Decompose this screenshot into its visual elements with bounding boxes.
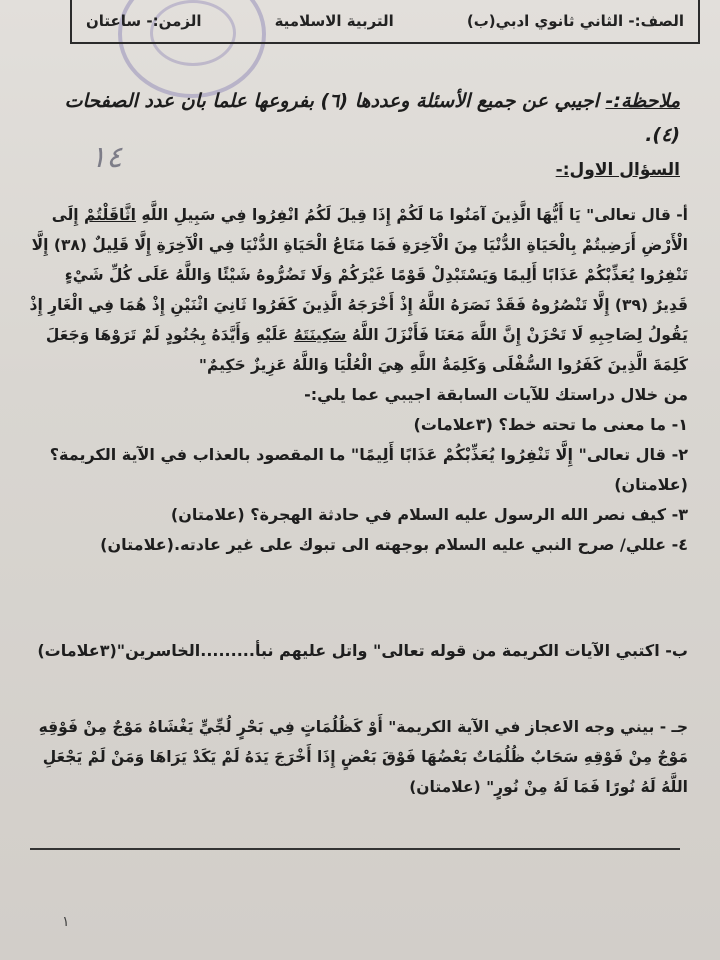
part-a-item-4: ٤- عللي/ صرح النبي عليه السلام بوجهته الى تبوك على غير عادته.(علامتان) [100, 535, 688, 554]
part-a-item-3: ٣- كيف نصر الله الرسول عليه السلام في حادثة الهجرة؟ (علامتان) [170, 505, 688, 524]
part-a-item-1: ١- ما معنى ما تحته خط؟ (٣علامات) [413, 415, 688, 434]
verse-segment-1: يَا أَيُّهَا الَّذِينَ آمَنُوا مَا لَكُمْ إِذَا قِيلَ لَكُمُ انْفِرُوا فِي سَبِيلِ اللَّهِ [141, 206, 581, 224]
question1-title: السؤال الاول:- [555, 160, 680, 180]
time-label: الزمن:- ساعتان [86, 12, 202, 30]
part-b-letter: ب- [665, 641, 688, 660]
handwritten-mark: ١٤ [90, 140, 123, 175]
exam-header [70, 0, 700, 44]
part-b-text: اكتبي الآيات الكريمة من قوله تعالى" واتل عليهم نبأ.........الخاسرين"(٣علامات) [37, 641, 660, 660]
verse-underlined-word-1: اثَّاقَلْتُمْ [84, 206, 136, 224]
question1-part-c [28, 712, 688, 802]
subject-label: التربية الاسلامية [274, 12, 394, 30]
bottom-divider [30, 848, 680, 850]
part-a-intro: قال تعالى" [586, 206, 671, 224]
verse-segment-3: عَلَيْهِ وَأَيَّدَهُ بِجُنُودٍ لَمْ تَرَوْهَا وَجَعَلَ كَلِمَةَ الَّذِينَ كَفَرُوا السُّفْلَى وَكَلِمَةُ اللَّهِ هِيَ الْعُلْيَا وَاللَّهُ عَزِيزٌ حَكِيمٌ" [45, 326, 688, 374]
part-a-item-2: ٢- قال تعالى" إِلَّا تَنْفِرُوا يُعَذِّبْكُمْ عَذَابًا أَلِيمًا" ما المقصود بالعذاب في الآية الكريمة؟ (علامتان) [49, 445, 688, 494]
part-a-verse [28, 200, 688, 380]
part-a-letter: أ- [676, 206, 688, 224]
note-text: اجيبي عن جميع الأسئلة وعددها (٦) بفروعها علما بان عدد الصفحات (٤). [64, 90, 680, 146]
verse-underlined-word-2: سَكِينَتَهُ [293, 326, 347, 344]
verse-segment-2: إِلَى الْأَرْضِ أَرَضِيتُمْ بِالْحَيَاةِ الدُّنْيَا مِنَ الْآخِرَةِ فَمَا مَتَاعُ الْحَيَاةِ الدُّنْيَا فِي الْآخِرَةِ إِلَّا قَلِيلٌ (٣٨) إِلَّا تَنْفِرُوا يُعَذِّبْكُمْ عَذَابًا أَلِيمًا وَيَسْتَبْدِلْ قَوْمًا غَيْرَكُمْ وَلَا تَضُرُّوهُ شَيْئًا وَاللَّهُ عَلَى كُلِّ شَيْءٍ قَدِيرٌ (٣٩) إِلَّا تَنْصُرُوهُ فَقَدْ نَصَرَهُ اللَّهُ إِذْ أَخْرَجَهُ الَّذِينَ كَفَرُوا ثَانِيَ اثْنَيْنِ إِذْ هُمَا فِي الْغَارِ إِذْ يَقُولُ لِصَاحِبِهِ لَا تَحْزَنْ إِنَّ اللَّهَ مَعَنَا فَأَنْزَلَ اللَّهُ [29, 206, 688, 344]
part-c-letter: جـ - [659, 718, 688, 736]
page-mark: ١ [62, 914, 70, 930]
question1-part-b [28, 636, 688, 666]
note-label: ملاحظة:- [605, 90, 680, 112]
grade-label: الصف:- الثاني ثانوي ادبي(ب) [466, 12, 684, 30]
part-a-instruction: من خلال دراستك للآيات السابقة اجيبي عما يلي:- [304, 385, 688, 404]
exam-note [30, 84, 680, 152]
part-c-text: بيني وجه الاعجاز في الآية الكريمة" أَوْ كَظُلُمَاتٍ فِي بَحْرٍ لُجِّيٍّ يَغْشَاهُ مَوْجٌ مِنْ فَوْقِهِ مَوْجٌ مِنْ فَوْقِهِ سَحَابٌ ظُلُمَاتٌ بَعْضُهَا فَوْقَ بَعْضٍ إِذَا أَخْرَجَ يَدَهُ لَمْ يَكَدْ يَرَاهَا وَمَنْ لَمْ يَجْعَلِ اللَّهُ لَهُ نُورًا فَمَا لَهُ مِنْ نُورٍ" (علامتان) [38, 718, 688, 796]
question1-part-a [28, 200, 688, 560]
